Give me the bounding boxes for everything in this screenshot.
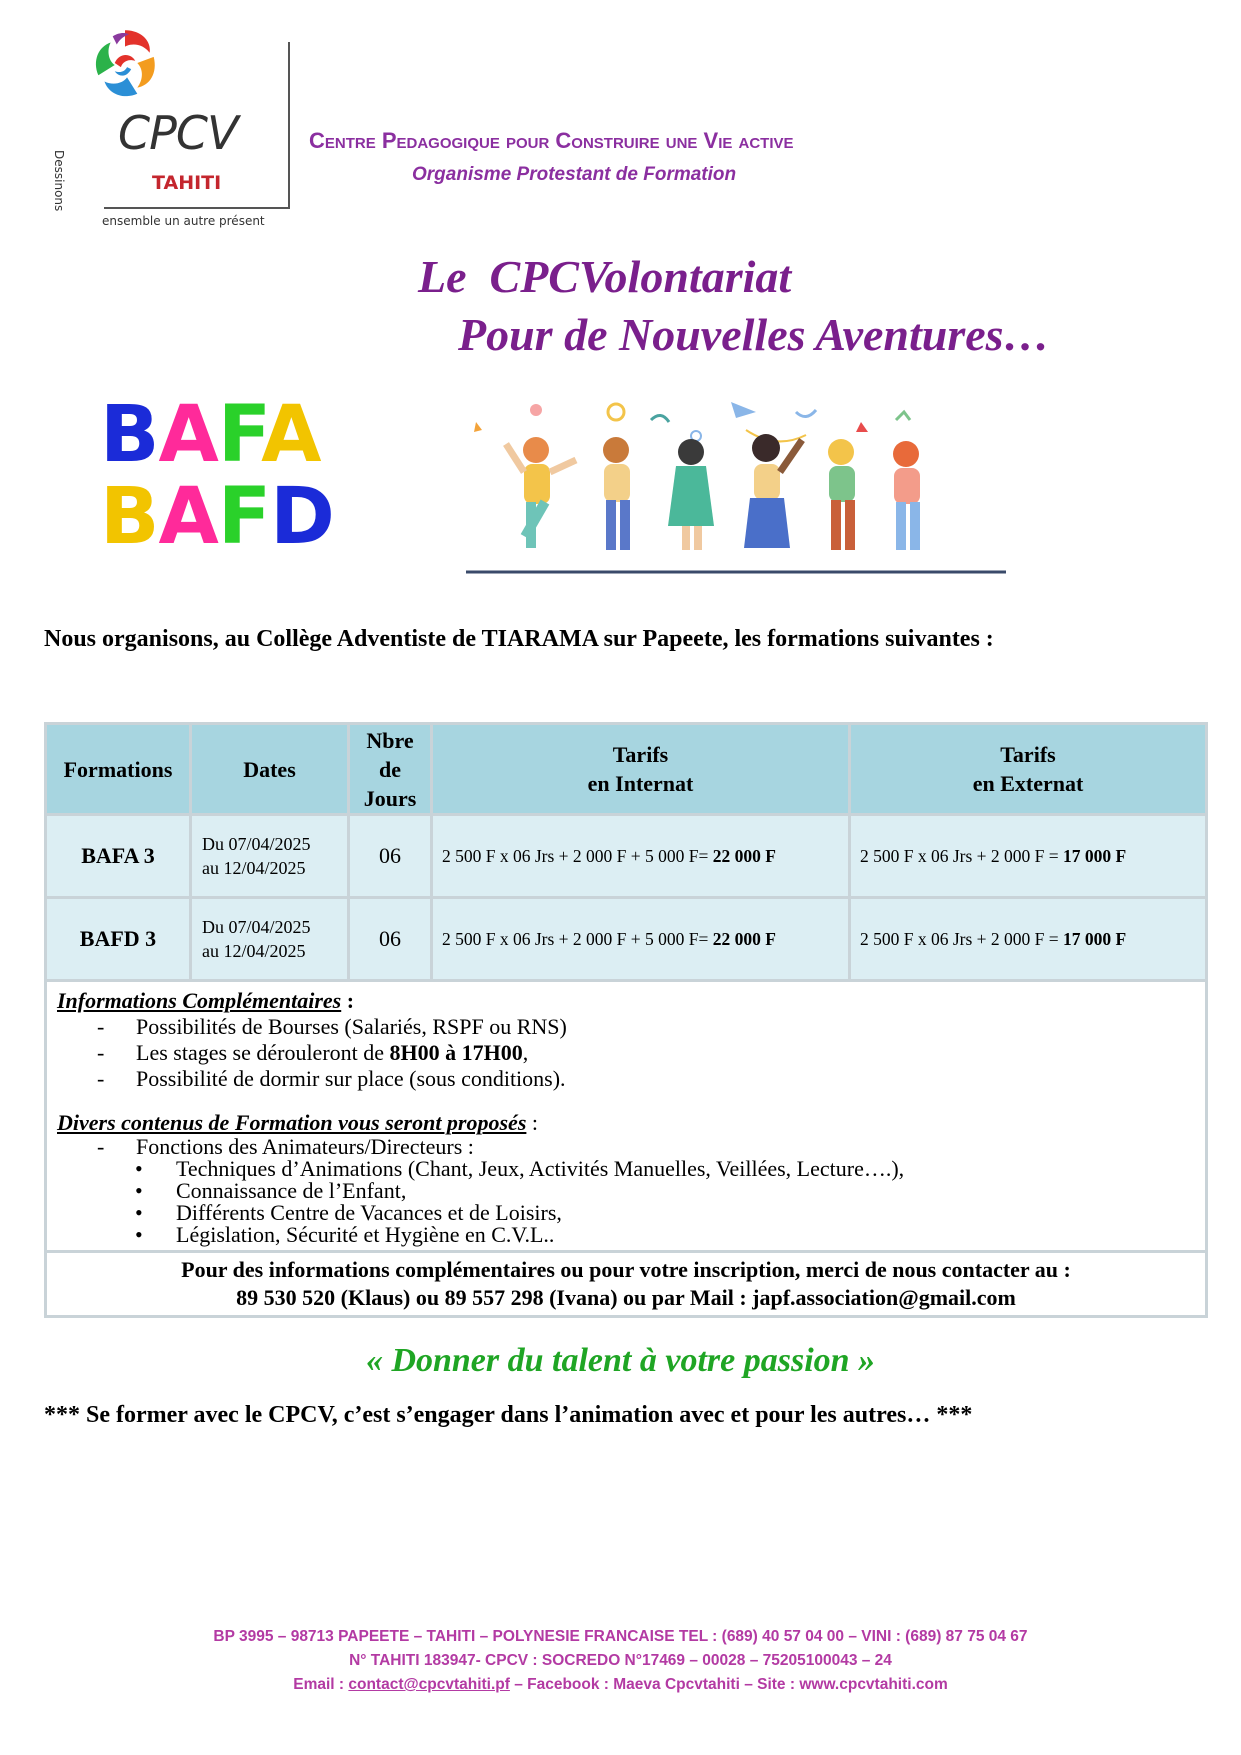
footer-email-link[interactable]: contact@cpcvtahiti.pf	[348, 1676, 510, 1693]
footer-registration: N° TAHITI 183947- CPCV : SOCREDO N°17469 – 00028 – 75205100043 – 24	[349, 1652, 892, 1669]
externat-price-cell	[850, 815, 1207, 898]
header-externat-line: en Externat	[972, 771, 1084, 796]
contents-bullet-text: Législation, Sécurité et Hygiène en C.V.L..	[176, 1222, 555, 1247]
internat-total: 22 000 F	[712, 928, 776, 949]
letter: B	[100, 472, 159, 562]
info-row	[46, 981, 1207, 1252]
organization-subtitle: Organisme Protestant de Formation	[412, 164, 737, 185]
letter: A	[158, 390, 218, 480]
footer-contact	[0, 1676, 1241, 1694]
contents-bullet-text: Différents Centre de Vacances et de Loisirs,	[176, 1200, 562, 1225]
bafa-logo-word	[100, 390, 321, 480]
info-item-text: Possibilité de dormir sur place (sous conditions).	[136, 1066, 566, 1091]
children-illustration	[466, 392, 1016, 582]
info-cell	[46, 981, 1207, 1252]
intro-text: Nous organisons, au Collège Adventiste de TIARAMA sur Papeete, les formations suivantes :	[44, 626, 994, 652]
contact-line: Pour des informations complémentaires ou pour votre inscription, merci de nous contacter au :	[181, 1257, 1071, 1282]
internat-price-cell	[432, 815, 850, 898]
info-heading-suffix: :	[341, 988, 355, 1013]
header-externat-line: Tarifs	[1000, 742, 1056, 767]
bafd-logo-word	[100, 472, 334, 562]
contact-line[interactable]: 89 530 520 (Klaus) ou 89 557 298 (Ivana) ou par Mail : japf.association@gmail.com	[236, 1285, 1016, 1310]
date-from: Du 07/04/2025	[202, 834, 311, 854]
externat-formula: 2 500 F x 06 Jrs + 2 000 F =	[860, 845, 1059, 866]
contact-row	[46, 1252, 1207, 1317]
externat-price-cell	[850, 898, 1207, 981]
logo-place: TAHITI	[152, 172, 222, 194]
page-subtitle: Pour de Nouvelles Aventures…	[458, 309, 1050, 360]
contact-cell	[46, 1252, 1207, 1317]
externat-total: 17 000 F	[1063, 928, 1127, 949]
date-from: Du 07/04/2025	[202, 917, 311, 937]
table-row	[46, 898, 1207, 981]
date-to: au 12/04/2025	[202, 858, 306, 878]
page-title: Le CPCVolontariat	[418, 251, 792, 302]
info-item-text: Possibilités de Bourses (Salariés, RSPF ou RNS)	[136, 1014, 567, 1039]
logo-tagline: ensemble un autre présent	[102, 214, 265, 228]
footer-address: BP 3995 – 98713 PAPEETE – TAHITI – POLYNESIE FRANCAISE TEL : (689) 40 57 04 00 – VINI : (689) 87 75 04 67	[213, 1628, 1028, 1645]
info-heading: Informations Complémentaires	[57, 988, 342, 1013]
contents-heading-suffix: :	[526, 1110, 539, 1135]
internat-price-cell	[432, 898, 850, 981]
contents-bullet: • Connaissance de l’Enfant,	[135, 1178, 407, 1203]
letter: D	[270, 472, 334, 562]
table-row	[46, 815, 1207, 898]
hours-suffix: ,	[522, 1040, 529, 1065]
letter: F	[217, 472, 271, 562]
closing-text: *** Se former avec le CPCV, c’est s’engager dans l’animation avec et pour les autres… ***	[44, 1402, 973, 1428]
info-item: - Possibilités de Bourses (Salariés, RSPF ou RNS)	[97, 1014, 567, 1039]
formation-cell: BAFD 3	[46, 898, 191, 981]
header-formations: Formations	[46, 724, 191, 815]
logo-wordmark: CPCV	[118, 106, 238, 160]
letter: A	[261, 390, 321, 480]
formations-table	[44, 722, 1208, 1318]
header-externat	[850, 724, 1207, 815]
header-jours-line: Jours	[363, 785, 417, 811]
contents-bullet: • Différents Centre de Vacances et de Loisirs,	[135, 1200, 562, 1225]
header-internat-line: en Internat	[587, 771, 694, 796]
contents-bullet-text: Connaissance de l’Enfant,	[176, 1178, 407, 1203]
contents-bullet-text: Techniques d’Animations (Chant, Jeux, Activités Manuelles, Veillées, Lecture….),	[176, 1156, 905, 1181]
date-to: au 12/04/2025	[202, 941, 306, 961]
hours-value: 8H00 à 17H00	[389, 1040, 523, 1065]
externat-formula: 2 500 F x 06 Jrs + 2 000 F =	[860, 928, 1059, 949]
info-item: - Possibilité de dormir sur place (sous conditions).	[97, 1066, 566, 1091]
info-item-text	[136, 1040, 528, 1065]
info-heading-line	[57, 988, 1195, 1014]
footer-email-label: Email :	[293, 1676, 349, 1693]
info-item: - Les stages se dérouleront de 8H00 à 17H00,	[97, 1040, 529, 1065]
header-internat-line: Tarifs	[612, 742, 669, 767]
internat-formula: 2 500 F x 06 Jrs + 2 000 F + 5 000 F=	[442, 845, 709, 866]
header-jours-line: Nbre	[366, 727, 414, 753]
slogan: « Donner du talent à votre passion »	[365, 1342, 876, 1379]
dates-cell	[191, 815, 349, 898]
logo-side-text: Dessinons	[52, 150, 66, 212]
internat-total: 22 000 F	[712, 845, 776, 866]
table-header-row	[46, 724, 1207, 815]
footer-social: – Facebook : Maeva Cpcvtahiti – Site : www.cpcvtahiti.com	[509, 1676, 948, 1693]
contents-dash-item: - Fonctions des Animateurs/Directeurs :	[97, 1134, 474, 1159]
hours-prefix: Les stages se dérouleront de	[136, 1040, 390, 1065]
externat-total: 17 000 F	[1063, 845, 1127, 866]
logo-swirl-icon	[84, 22, 166, 104]
formation-cell: BAFA 3	[46, 815, 191, 898]
jours-cell: 06	[349, 815, 432, 898]
contents-bullet: • Techniques d’Animations (Chant, Jeux, Activités Manuelles, Veillées, Lecture….),	[135, 1156, 905, 1181]
internat-formula: 2 500 F x 06 Jrs + 2 000 F + 5 000 F=	[442, 928, 709, 949]
letter: B	[100, 390, 159, 480]
contents-bullet: • Législation, Sécurité et Hygiène en C.V.L..	[135, 1222, 555, 1247]
header-jours	[349, 724, 432, 815]
header-jours-line: de	[379, 756, 401, 782]
contents-dash-text: Fonctions des Animateurs/Directeurs :	[136, 1134, 474, 1159]
jours-cell: 06	[349, 898, 432, 981]
header-internat	[432, 724, 850, 815]
letter: A	[158, 472, 218, 562]
contents-heading: Divers contenus de Formation vous seront proposés	[57, 1110, 527, 1135]
contents-heading-line	[57, 1110, 1195, 1136]
letter: F	[217, 390, 262, 480]
header-dates: Dates	[191, 724, 349, 815]
organization-name: Centre Pedagogique pour Construire une Vie active	[309, 128, 794, 153]
dates-cell	[191, 898, 349, 981]
